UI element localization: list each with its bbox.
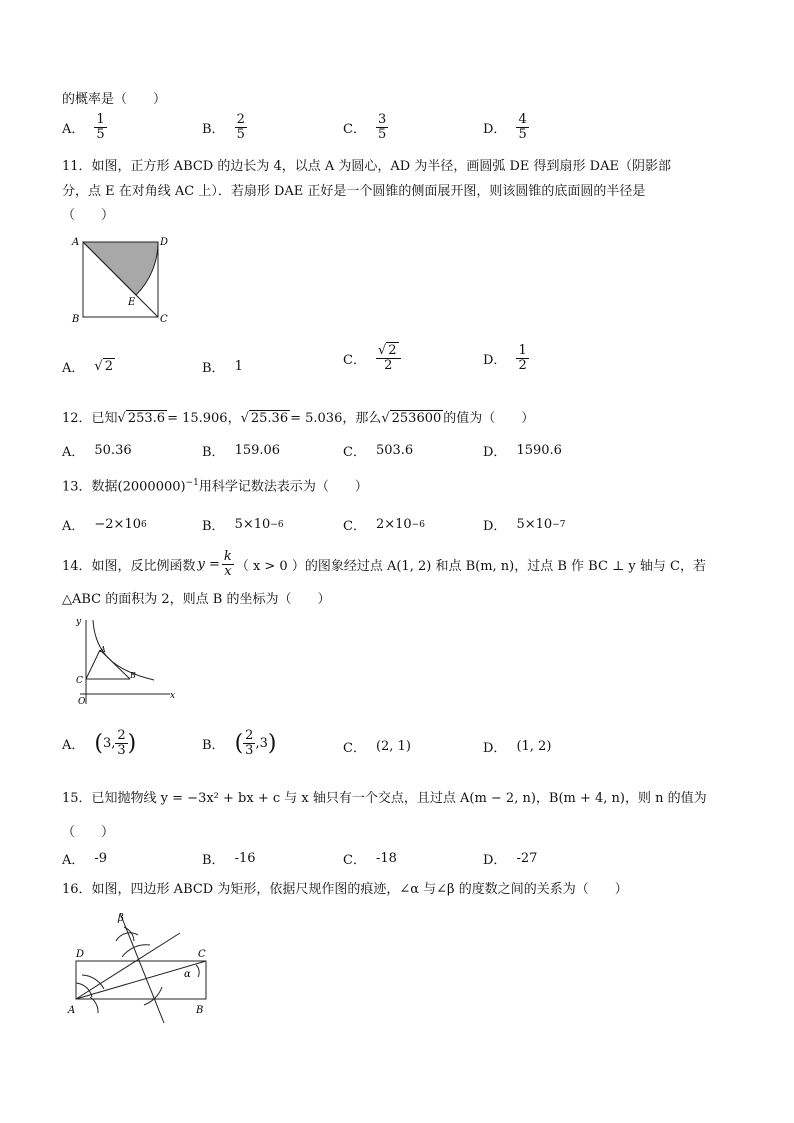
arc-beta2 [124, 927, 134, 941]
q13-stem: 13．数据$(2000000)^{-1}$用科学记数法表示为（ ） [62, 478, 368, 495]
label-o: O [78, 697, 86, 707]
segment-ab [100, 650, 130, 679]
q15-line1: 15．已知抛物线 y = −3x² + bx + c 与 x 轴只有一个交点，且过点 A(m − 2, n)，B(m + 4, n)，则 n 的值为 [62, 791, 707, 806]
q11-option-b[interactable]: B． 1 [202, 358, 243, 376]
label-x: x [170, 691, 176, 701]
q11-option-d[interactable]: D． $\frac{1}{2}$ [483, 343, 527, 373]
q12-option-b[interactable]: B． 159.06 [202, 443, 281, 460]
q11-option-c[interactable]: C． $\frac{√ 2}{2}$ [343, 344, 401, 373]
arc-alpha [196, 965, 199, 977]
q11-line3: （ ） [62, 208, 115, 223]
q15-option-a[interactable]: A． -9 [62, 851, 108, 868]
label-y: y [76, 617, 82, 627]
q13-option-d[interactable]: D． 5×10 −7 [483, 517, 566, 534]
label-b: B [196, 1005, 204, 1016]
label-a: A [68, 1005, 76, 1016]
q16-line1: 16．如图，四边形 ABCD 为矩形，依据尺规作图的痕迹，∠α 与∠β 的度数之间的关系为（ ） [62, 882, 628, 897]
label-e: E [128, 297, 136, 308]
q11-line2: 分，点 E 在对角线 AC 上）．若扇形 DAE 正好是一个圆锥的侧面展开图，则该圆锥的底面圆的半径是 [62, 184, 646, 199]
label-d: D [160, 237, 169, 248]
label-b: B [72, 314, 80, 325]
q12-stem: 12．已知√ 253.6 = 15.906，√ 25.36 = 5.036，那么√ 253600 的值为（ ） [62, 411, 535, 426]
q10-option-c[interactable]: C． $\frac{3}{5}$ [343, 112, 387, 142]
label-c: C [76, 676, 83, 686]
q13-option-b[interactable]: B． 5×10 −6 [202, 517, 284, 534]
q10-option-d[interactable]: D． $\frac{4}{5}$ [483, 112, 527, 142]
q14-line2: △ABC 的面积为 2，则点 B 的坐标为（ ） [62, 592, 331, 607]
label-c: C [160, 314, 168, 325]
q15-option-c[interactable]: C． -18 [343, 851, 397, 868]
q11-option-a[interactable]: A． √ 2 [62, 358, 113, 376]
label-d: D [76, 949, 85, 960]
q14-option-d[interactable]: D． (1, 2) [483, 739, 552, 756]
q14-line1: 14．如图，反比例函数 y = $\frac{k}{x}$ （ x > 0 ）的图象经过点 A(1, 2) 和点 B(m, n)，过点 B 作 BC ⊥ y 轴与 C，若 [62, 549, 706, 579]
label-a: A [100, 645, 106, 654]
q16-figure [62, 905, 222, 1025]
label-a: A [72, 237, 80, 248]
label-c: C [198, 949, 206, 960]
arc-beta [116, 933, 138, 941]
q10-text: 的概率是（ ） [62, 92, 167, 107]
perpendicular-bisector [120, 913, 164, 1023]
shaded-sector [83, 242, 158, 295]
q12-option-c[interactable]: C． 503.6 [343, 443, 414, 460]
q13-option-a[interactable]: A． −2×10 6 [62, 517, 147, 534]
q15-option-b[interactable]: B． -16 [202, 851, 256, 868]
q15-line2: （ ） [62, 825, 115, 840]
ray-a [76, 933, 180, 999]
q14-option-b[interactable]: B． ( $\frac{2}{3}$ ,3 ) [202, 728, 277, 758]
q14-figure [62, 612, 182, 716]
label-b: B [130, 671, 136, 680]
segment-ca [86, 650, 100, 679]
q12-option-a[interactable]: A． 50.36 [62, 443, 132, 460]
q11-line1: 11．如图，正方形 ABCD 的边长为 4，以点 A 为圆心，AD 为半径，画圆弧 DE 得到扇形 DAE（阴影部 [62, 159, 671, 174]
q15-option-d[interactable]: D． -27 [483, 851, 538, 868]
q14-option-a[interactable]: A． ( 3, $\frac{2}{3}$ ) [62, 728, 137, 758]
q10-option-b[interactable]: B． $\frac{2}{5}$ [202, 112, 245, 142]
q10-option-a[interactable]: A． $\frac{1}{5}$ [62, 112, 105, 142]
q11-figure [62, 232, 182, 332]
label-beta: β [118, 913, 124, 924]
q12-option-d[interactable]: D． 1590.6 [483, 443, 562, 460]
q14-option-c[interactable]: C． (2, 1) [343, 739, 411, 756]
label-alpha: α [184, 969, 191, 980]
q13-option-c[interactable]: C． 2×10 −6 [343, 517, 425, 534]
